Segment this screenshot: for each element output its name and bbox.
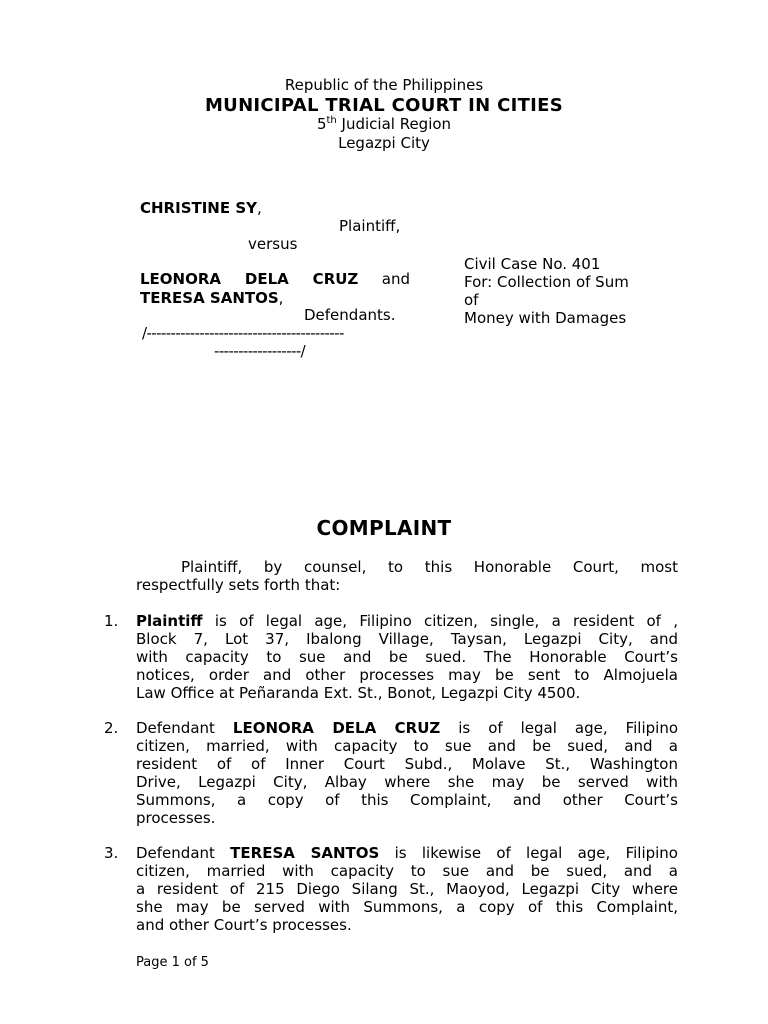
judicial-region: 5th Judicial Region: [316, 115, 452, 133]
versus-label: versus: [248, 235, 298, 253]
case-for-line1: For: Collection of Sum: [464, 273, 629, 291]
allegation-1: Plaintiff is of legal age, Filipino citizen, single, a resident of , Block 7, Lot 37, Ibalong Village, Taysan, Legazpi City, and with capacity to sue and be sued. The Honorable Court’s notices, order and other processes may be sent to Almojuela Law Office at Peñaranda Ext. St., Bonot, Legazpi City 4500.: [136, 612, 678, 702]
plaintiff-label: Plaintiff,: [339, 217, 401, 235]
item-number: 3.: [104, 844, 119, 862]
defendants-label: Defendants.: [304, 306, 396, 324]
intro-line2: respectfully sets forth that:: [136, 576, 341, 594]
city-line: Legazpi City: [338, 134, 430, 152]
case-for-line2: of: [464, 291, 479, 309]
defendant2-name: TERESA SANTOS,: [140, 289, 284, 307]
defendant1-line: LEONORA DELA CRUZ and: [140, 270, 410, 288]
item-number: 2.: [104, 719, 119, 737]
divider-line-1: /-----------------------------------------: [142, 324, 344, 342]
plaintiff-name: CHRISTINE SY,: [140, 199, 262, 217]
case-number: Civil Case No. 401: [464, 255, 601, 273]
allegation-3: Defendant TERESA SANTOS is likewise of legal age, Filipino citizen, married with capacity to sue and be sued, and a a resident of 215 Diego Silang St., Maoyod, Legazpi City where she may be served with Summons, a copy of this Complaint, and other Court’s processes.: [136, 844, 678, 934]
page-number: Page 1 of 5: [136, 955, 209, 970]
case-for-line3: Money with Damages: [464, 309, 627, 327]
republic-line: Republic of the Philippines: [284, 76, 484, 94]
court-name: MUNICIPAL TRIAL COURT IN CITIES: [204, 95, 564, 116]
allegation-2: Defendant LEONORA DELA CRUZ is of legal age, Filipino citizen, married, with capacity to sue and be sued, and a resident of of Inner Court Subd., Molave St., Washington Drive, Legazpi City, Albay where she may be served with Summons, a copy of this Complaint, and other Court’s processes.: [136, 719, 678, 827]
item-number: 1.: [104, 612, 119, 630]
intro-paragraph: Plaintiff, by counsel, to this Honorable Court, most: [181, 558, 678, 576]
divider-line-2: ------------------/: [214, 342, 306, 360]
document-title: COMPLAINT: [316, 516, 452, 540]
